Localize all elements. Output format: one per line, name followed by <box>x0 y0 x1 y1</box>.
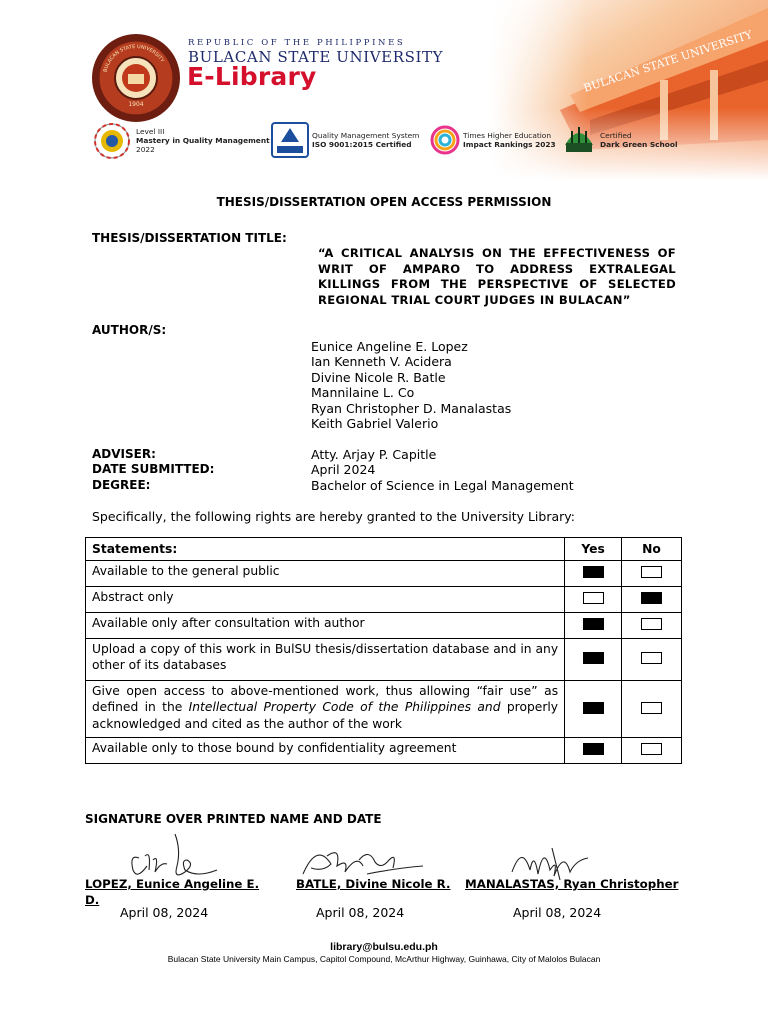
author-name: Mannilaine L. Co <box>311 385 415 401</box>
university-seal-logo <box>92 34 180 122</box>
footer-address: Bulacan State University Main Campus, Capitol Compound, McArthur Highway, Guinhawa, City of Malolos Bulacan <box>167 954 601 964</box>
svg-text:BULACAN STATE UNIVERSITY: BULACAN STATE UNIVERSITY <box>102 43 166 73</box>
no-checkbox[interactable] <box>641 702 662 714</box>
table-row <box>86 738 682 764</box>
yes-checkbox[interactable] <box>583 652 604 664</box>
statement-cell: Available only after consultation with author <box>86 613 565 639</box>
no-checkbox[interactable] <box>641 618 662 630</box>
author-name: Ryan Christopher D. Manalastas <box>311 400 512 416</box>
signer-date-manalastas: April 08, 2024 <box>513 905 602 920</box>
statement-cell: Abstract only <box>86 587 565 613</box>
yes-checkbox[interactable] <box>583 566 604 578</box>
degree-label: DEGREE: <box>92 478 151 492</box>
no-header: No <box>622 538 682 561</box>
date-submitted-label: DATE SUBMITTED: <box>92 462 215 476</box>
yes-checkbox[interactable] <box>583 618 604 630</box>
rights-table <box>85 537 682 764</box>
statement-cell: Give open access to above-mentioned work, thus allowing “fair use” as defined in the Intellectual Property Code of the Philippines and properly acknowledged and cited as the author of the work <box>86 681 565 738</box>
signature-section-title: SIGNATURE OVER PRINTED NAME AND DATE <box>85 812 382 826</box>
signer-date-batle: April 08, 2024 <box>316 905 405 920</box>
university-name: BULACAN STATE UNIVERSITY <box>188 48 444 66</box>
no-checkbox[interactable] <box>641 566 662 578</box>
yes-checkbox[interactable] <box>583 592 604 604</box>
tuv-rheinland-icon <box>271 122 309 158</box>
signer-name-batle: BATLE, Divine Nicole R. <box>296 877 451 891</box>
no-checkbox[interactable] <box>641 743 662 755</box>
yes-checkbox[interactable] <box>583 743 604 755</box>
author-name: Ian Kenneth V. Acidera <box>311 354 452 370</box>
table-row <box>86 681 682 738</box>
statement-cell: Available only to those bound by confidentiality agreement <box>86 738 565 764</box>
author-name: Eunice Angeline E. Lopez <box>311 339 468 354</box>
rights-intro: Specifically, the following rights are hereby granted to the University Library: <box>92 509 575 524</box>
signer-name-manalastas: MANALASTAS, Ryan Christopher <box>465 877 679 891</box>
footer-email: library@bulsu.edu.ph <box>330 941 438 953</box>
cert-iso: Quality Management System ISO 9001:2015 Certified <box>312 131 420 150</box>
cert-green-school: Certified Dark Green School <box>600 131 678 150</box>
no-checkbox[interactable] <box>641 592 662 604</box>
republic-text: REPUBLIC OF THE PHILIPPINES <box>188 38 406 48</box>
table-header-row <box>86 538 682 561</box>
signer-date-lopez: April 08, 2024 <box>120 905 209 920</box>
times-higher-education-icon <box>430 125 460 155</box>
author-name: Divine Nicole R. Batle <box>311 369 446 385</box>
campus-building-photo <box>490 0 768 180</box>
date-submitted-value: April 2024 <box>311 462 376 477</box>
authors-label: AUTHOR/S: <box>92 323 167 337</box>
table-row <box>86 639 682 681</box>
title-label: THESIS/DISSERTATION TITLE: <box>92 231 287 245</box>
statement-cell: Upload a copy of this work in BulSU thesis/dissertation database and in any other of its databases <box>86 639 565 681</box>
yes-checkbox[interactable] <box>583 702 604 714</box>
quality-award-icon <box>93 122 131 160</box>
author-name: Keith Gabriel Valerio <box>311 416 439 432</box>
table-row <box>86 613 682 639</box>
cert-quality-award: Level III Mastery in Quality Management 2022 <box>136 127 270 155</box>
yes-header: Yes <box>565 538 622 561</box>
thesis-title: “A CRITICAL ANALYSIS ON THE EFFECTIVENESS OF WRIT OF AMPARO TO ADDRESS EXTRALEGAL KILLINGS FROM THE PERSPECTIVE OF SELECTED REGIONAL TRIAL COURT JUDGES IN BULACAN” <box>318 246 676 307</box>
green-school-icon <box>562 123 596 155</box>
cert-impact-rankings: Times Higher Education Impact Rankings 2023 <box>463 131 556 150</box>
statement-cell: Available to the general public <box>86 561 565 587</box>
document-heading: THESIS/DISSERTATION OPEN ACCESS PERMISSION <box>216 195 552 209</box>
ip-code-reference: Intellectual Property Code of the Philippines and <box>188 700 501 715</box>
no-checkbox[interactable] <box>641 652 662 664</box>
svg-text:1904: 1904 <box>128 101 144 108</box>
adviser-label: ADVISER: <box>92 447 156 461</box>
authors-list <box>311 339 511 431</box>
degree-value: Bachelor of Science in Legal Management <box>311 478 574 493</box>
table-row <box>86 561 682 587</box>
adviser-value: Atty. Arjay P. Capitle <box>311 447 437 462</box>
table-row <box>86 587 682 613</box>
signer-name-lopez: LOPEZ, Eunice Angeline E. D. <box>85 877 260 907</box>
statements-header: Statements: <box>86 538 565 561</box>
elibrary-logo-text: E-Library <box>187 62 317 91</box>
